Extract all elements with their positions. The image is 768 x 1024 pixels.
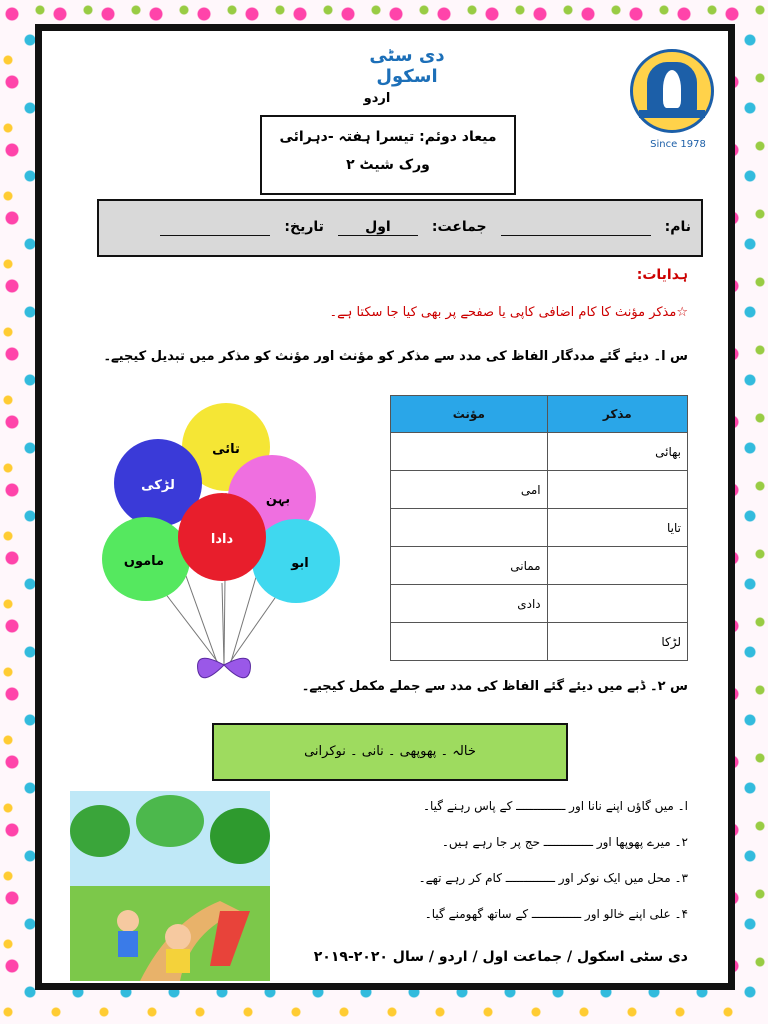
- logo-since-text: Since 1978: [650, 139, 706, 150]
- school-name: دی سٹی اسکول: [369, 45, 445, 87]
- sentence-4: ۴۔ علی اپنے خالو اور ــــــــــــــ کے ساتھ گھومنے گیا۔: [424, 907, 688, 921]
- table-row: امی: [391, 471, 688, 509]
- subject-title: اردو: [363, 91, 391, 106]
- balloon-word-2: لڑکی: [141, 478, 175, 493]
- table-row: لڑکا: [391, 623, 688, 661]
- class-label: جماعت:: [431, 219, 487, 235]
- sentence-1: ا۔ میں گاؤں اپنے نانا اور ــــــــــــــ کے پاس رہنے گیا۔: [422, 799, 688, 813]
- table-row: تایا: [391, 509, 688, 547]
- balloon-word-4: دادا: [210, 532, 234, 547]
- balloons-illustration: [100, 403, 344, 715]
- question-2: س ۲۔ ڈبے میں دیئے گئے الفاظ کی مدد سے جملے مکمل کیجیے۔: [301, 679, 688, 694]
- balloon-word-3: بہن: [265, 492, 291, 507]
- date-label: تاریخ:: [284, 219, 324, 235]
- table-row: ممانی: [391, 547, 688, 585]
- balloon-word-1: تائی: [212, 442, 240, 457]
- term-line: میعاد دوئم: تیسرا ہفتہ -دہرائی: [279, 129, 497, 145]
- name-label: نام:: [664, 219, 691, 235]
- school-logo: [630, 49, 714, 133]
- column-feminine: مؤنث: [391, 396, 548, 433]
- instructions-note: ☆مذکر مؤنث کا کام اضافی کاپی یا صفحے پر بھی کیا جا سکتا ہے۔: [329, 305, 688, 320]
- student-info-box: [97, 199, 703, 257]
- balloon-word-6: ابو: [291, 556, 309, 571]
- date-field[interactable]: [160, 219, 270, 236]
- footer-text: دی سٹی اسکول / جماعت اول / اردو / سال ۲۰۲۰-۲۰۱۹: [313, 949, 688, 965]
- word-bank: خالہ ۔ پھوپھی ۔ نانی ۔ نوکرانی: [212, 723, 568, 781]
- sentence-2: ۲۔ میرے پھوپھا اور ــــــــــــــ حج پر جا رہے ہیں۔: [441, 835, 688, 849]
- class-field[interactable]: اول: [338, 219, 418, 236]
- name-field[interactable]: [501, 219, 651, 236]
- gender-words-table: [390, 395, 688, 661]
- table-row: بھائی: [391, 433, 688, 471]
- term-box: [260, 115, 516, 195]
- balloon-word-5: ماموں: [123, 554, 165, 569]
- question-1: س ا۔ دیئے گئے مددگار الفاظ کی مدد سے مذکر کو مؤنث اور مؤنث کو مذکر میں تبدیل کیجیے۔: [103, 349, 688, 364]
- playground-illustration: [70, 791, 270, 981]
- table-row: دادی: [391, 585, 688, 623]
- column-masculine: مذکر: [547, 396, 687, 433]
- worksheet-page: [35, 24, 735, 990]
- sentence-3: ۳۔ محل میں ایک نوکر اور ــــــــــــــ کام کر رہے تھے۔: [418, 871, 688, 885]
- worksheet-number: ورک شیٹ ۲: [346, 157, 430, 173]
- instructions-heading: ہدایات:: [636, 267, 688, 283]
